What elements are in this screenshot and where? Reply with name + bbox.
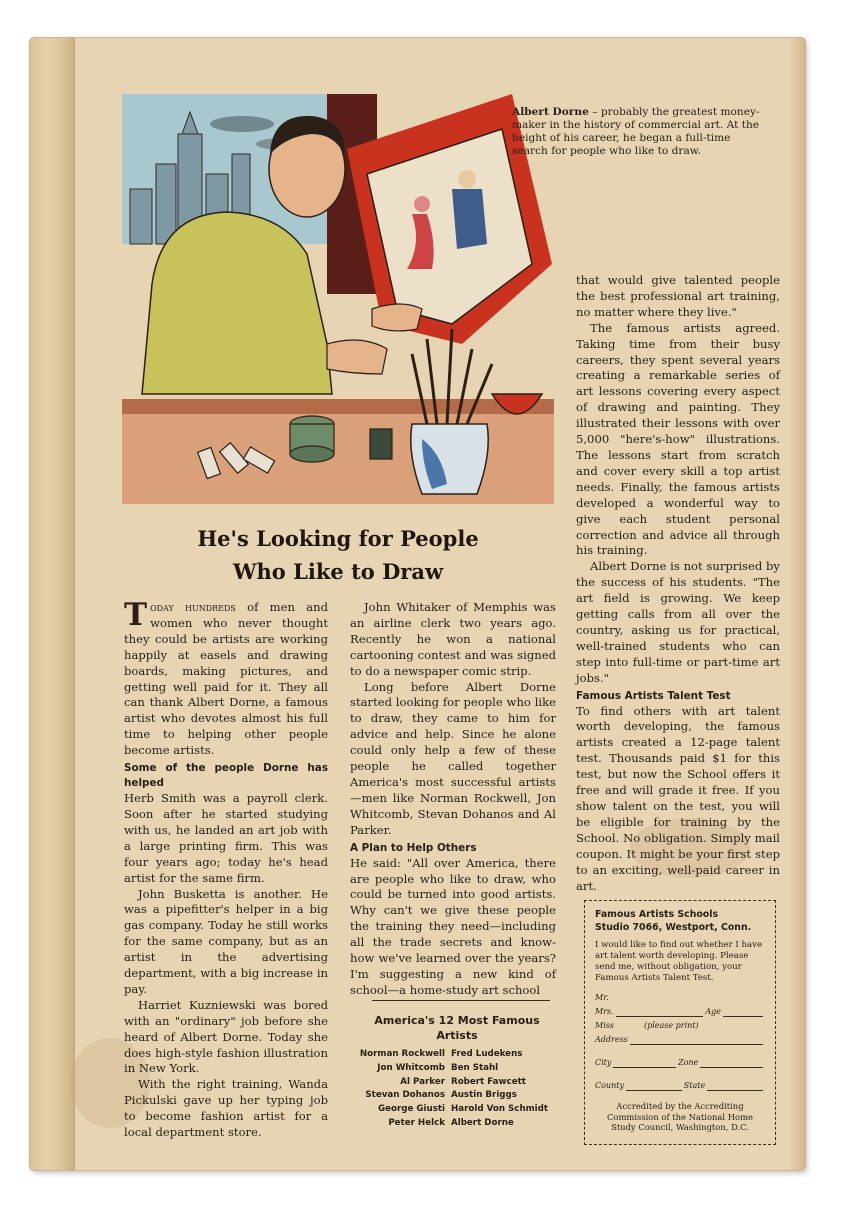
paragraph: John Busketta is another. He was a pipefitter's helper in a big gas company. Today he still works for the same company, but as an artist in the advertising department, with a big increase in pay. bbox=[124, 886, 328, 996]
address-line[interactable] bbox=[630, 1035, 763, 1045]
age-line[interactable] bbox=[723, 1007, 763, 1017]
artist-row bbox=[348, 1089, 578, 1103]
article-column-2 bbox=[350, 600, 556, 999]
artist-illustration bbox=[122, 94, 554, 504]
field-label: County bbox=[595, 1081, 624, 1090]
headline-line-1: He's Looking for People bbox=[197, 526, 479, 551]
paragraph: Herb Smith was a payroll clerk. Soon after he started studying with us, he landed an art job with a large printing firm. This was four years ago; today he's head artist for the same firm. bbox=[124, 791, 328, 885]
paragraph: Long before Albert Dorne started looking for people who like to draw, they came to him for advice and help. Since he alone could only help a few of these people he called together America's most successful artists —men like Norman Rockwell, Jon Whitcomb, Stevan Dohanos and Al Parker. bbox=[350, 679, 556, 837]
field-mr bbox=[595, 992, 765, 1003]
artist-row bbox=[348, 1117, 578, 1131]
field-miss bbox=[595, 1020, 765, 1031]
paragraph: To find others with art talent worth developing, the famous artists created a 12-page talent test. Thousands paid $1 for this test, but now the School offers it free and will grade it free. If you show talent on the test, you will be eligible for training by the School. No obligation. Simply mail coupon. It might be your first step to an exciting, well-paid career in art. bbox=[576, 703, 780, 893]
field-label: Miss bbox=[595, 1021, 614, 1030]
paragraph: Harriet Kuzniewski was bored with an "ordinary" job before she heard of Albert Dorne. Today she does high-style fashion illustration in New York. bbox=[124, 997, 328, 1076]
artist-name: George Giusti bbox=[377, 1104, 445, 1115]
artist-name: Fred Ludekens bbox=[451, 1049, 523, 1059]
artist-name: Austin Briggs bbox=[451, 1090, 517, 1101]
man-hand bbox=[327, 340, 387, 374]
brush-jar bbox=[411, 424, 489, 494]
coupon-school: Famous Artists Schools bbox=[595, 909, 719, 920]
artist-name: Peter Helck bbox=[388, 1117, 445, 1128]
artist-name: Norman Rockwell bbox=[359, 1049, 445, 1059]
field-label: Zone bbox=[678, 1058, 699, 1067]
paragraph: With the right training, Wanda Pickulski gave up her typing job to become fashion artist for a local department store. bbox=[124, 1077, 328, 1140]
subheading-talent-test: Famous Artists Talent Test bbox=[576, 689, 731, 702]
artist-row bbox=[348, 1062, 578, 1076]
drop-cap: T bbox=[124, 597, 148, 633]
field-mrs[interactable] bbox=[595, 1006, 765, 1017]
paragraph: He said: "All over America, there are people who like to draw, who could be turned into good artists. Why can't we give these people the training they need—including all the trade secrets and know-how we've learned over the years? I'm suggesting a new kind of school—a home-study art school bbox=[350, 855, 556, 997]
caption-name: Albert Dorne bbox=[512, 106, 589, 118]
field-label: Mrs. bbox=[595, 1007, 614, 1016]
artists-list-title: America's 12 Most Famous Artists bbox=[374, 1014, 540, 1042]
state-line[interactable] bbox=[707, 1081, 763, 1091]
page-spine bbox=[30, 38, 75, 1170]
zone-line[interactable] bbox=[700, 1058, 763, 1068]
field-label: City bbox=[595, 1058, 612, 1067]
table bbox=[122, 399, 554, 504]
field-label: State bbox=[683, 1081, 706, 1090]
artist-name: Jon Whitcomb bbox=[377, 1062, 445, 1073]
city-line[interactable] bbox=[613, 1058, 676, 1068]
coupon-body: I would like to find out whether I have art talent worth developing. Please send me, without obligation, your Famous Artists Talent Test. bbox=[595, 940, 763, 983]
article-column-1 bbox=[124, 597, 328, 1141]
artist-row bbox=[348, 1076, 578, 1090]
subheading-helped: Some of the people Dorne has helped bbox=[124, 762, 328, 790]
field-address[interactable] bbox=[595, 1034, 765, 1045]
artist-name: Robert Fawcett bbox=[451, 1076, 526, 1087]
coupon-accreditation: Accredited by the Accrediting Commission of the National Home Study Council, Washington, D.C. bbox=[607, 1101, 753, 1132]
artist-row bbox=[348, 1048, 578, 1062]
subheading-plan: A Plan to Help Others bbox=[350, 841, 477, 854]
field-city[interactable] bbox=[595, 1057, 765, 1068]
magazine-page bbox=[30, 38, 805, 1170]
intro-smallcaps: oday hundreds bbox=[150, 600, 236, 614]
coupon-name-block bbox=[595, 992, 765, 1031]
mail-coupon[interactable] bbox=[584, 900, 776, 1145]
page-edge bbox=[791, 38, 805, 1170]
intro-text: of men and women who never thought they could be artists are working happily at easels and drawing boards, making pictures, and getting well paid for it. They all can thank Albert Dorne, a famous artist who devotes almost his full time to helping other people become artists. bbox=[124, 600, 328, 758]
artists-list bbox=[348, 1048, 578, 1131]
field-label: Address bbox=[595, 1035, 628, 1044]
artist-name: Ben Stahl bbox=[451, 1062, 499, 1073]
caption-text: – probably the greatest money-maker in the history of commercial art. At the height of his career, he began a full-time search for people who like to draw. bbox=[512, 106, 760, 157]
field-county[interactable] bbox=[595, 1080, 765, 1091]
artist-name: Albert Dorne bbox=[451, 1117, 514, 1128]
field-hint: (please print) bbox=[643, 1021, 699, 1030]
illustration-caption bbox=[512, 106, 762, 158]
name-line[interactable] bbox=[616, 1007, 704, 1017]
artist-name: Harold Von Schmidt bbox=[451, 1104, 549, 1115]
paragraph: Albert Dorne is not surprised by the success of his students. "The art field is growing. We keep getting calls from all over the country, asking us for practical, well-trained students who can step into full-time or part-time art jobs." bbox=[576, 559, 780, 685]
coupon-studio: Studio 7066, Westport, Conn. bbox=[595, 921, 752, 933]
field-label: Mr. bbox=[595, 993, 609, 1002]
article-column-3 bbox=[576, 273, 780, 894]
divider bbox=[372, 1000, 550, 1001]
paragraph: John Whitaker of Memphis was an airline clerk two years ago. Recently he won a national cartooning contest and was signed to do a newspaper comic strip. bbox=[350, 600, 556, 678]
county-line[interactable] bbox=[626, 1081, 682, 1091]
intro-paragraph bbox=[124, 597, 328, 759]
artist-name: Al Parker bbox=[400, 1076, 445, 1087]
artist-name: Stevan Dohanos bbox=[365, 1090, 445, 1101]
paragraph: that would give talented people the best professional art training, no matter where they live." bbox=[576, 273, 780, 319]
headline-line-2: Who Like to Draw bbox=[232, 559, 444, 584]
artist-row bbox=[348, 1103, 578, 1117]
headline bbox=[148, 522, 528, 588]
paragraph: The famous artists agreed. Taking time from their busy careers, they spent several years creating a remarkable series of art lessons covering every aspect of drawing and painting. They illustrated their lessons with over 5,000 "here's-how" illustrations. The lessons start from scratch and cover every skill a top artist needs. Finally, the famous artists developed a wonderful way to give each student personal correction and advice all through his training. bbox=[576, 320, 780, 558]
field-label: Age bbox=[705, 1007, 721, 1016]
